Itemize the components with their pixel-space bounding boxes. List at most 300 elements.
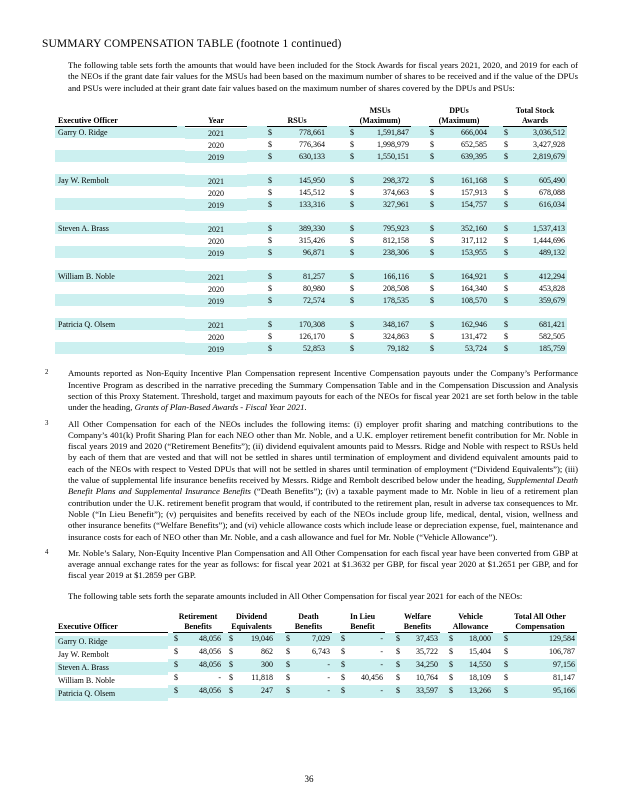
currency-cell: $ [503, 318, 515, 330]
value-cell: - [352, 659, 385, 672]
spacer-cell [493, 672, 503, 685]
value-cell: - [297, 685, 332, 698]
spacer-cell [177, 222, 185, 234]
value-cell: 80,980 [303, 283, 325, 293]
spacer-cell [411, 318, 429, 330]
spacer-cell [327, 198, 349, 210]
column-header-in-lieu-benefit: Benefit [340, 622, 385, 633]
year-cell: 2020 [208, 284, 224, 294]
currency-cell: $ [448, 633, 460, 646]
value-cell: 238,306 [361, 246, 411, 258]
group-spacer-row [55, 162, 567, 174]
value-cell: 3,427,928 [533, 139, 566, 149]
spacer-cell [385, 672, 395, 685]
spacer-cell [440, 633, 448, 646]
spacer-cell [327, 342, 349, 354]
value-cell: 208,508 [383, 283, 410, 293]
spacer-cell [327, 330, 349, 342]
spacer-cell [489, 174, 503, 186]
column-header-totalallother-top: Total All Other [514, 612, 566, 622]
value-cell: 185,759 [515, 342, 567, 354]
value-cell: 48,056 [185, 633, 223, 646]
spacer-cell [385, 646, 395, 659]
year-cell: 2020 [208, 188, 224, 198]
value-cell: 412,294 [515, 270, 567, 282]
currency-cell: $ [503, 342, 515, 354]
value-cell: 48,056 [185, 659, 223, 672]
currency-cell: $ [430, 235, 435, 245]
currency-cell: $ [268, 139, 272, 149]
value-cell: 108,570 [441, 294, 489, 306]
currency-cell: $ [504, 647, 509, 657]
currency-cell: $ [267, 246, 279, 258]
currency-cell: $ [349, 198, 361, 210]
officer-cell: Jay W. Rembolt [55, 174, 177, 186]
value-cell: 317,112 [461, 235, 488, 245]
spacer-cell [327, 126, 349, 138]
spacer-cell [411, 186, 429, 198]
spacer-cell [247, 294, 267, 306]
table-row [55, 198, 567, 210]
value-cell: 630,133 [279, 150, 327, 162]
column-header-msus: (Maximum) [349, 116, 411, 127]
spacer-cell [489, 270, 503, 282]
column-header-year: Year [185, 116, 247, 127]
currency-cell: $ [349, 150, 361, 162]
value-cell: 778,661 [279, 126, 327, 138]
spacer-cell [327, 138, 349, 150]
spacer-cell [411, 174, 429, 186]
spacer-cell [489, 330, 503, 342]
officer-cell [55, 198, 177, 210]
officer-cell [55, 294, 177, 306]
value-cell: 145,512 [299, 187, 325, 197]
currency-cell: $ [429, 150, 441, 162]
currency-cell: $ [267, 318, 279, 330]
currency-cell: $ [286, 673, 290, 683]
spacer-cell [411, 198, 429, 210]
footnote-segment: . [304, 402, 307, 413]
spacer-cell [177, 342, 185, 354]
officer-cell [55, 246, 177, 258]
spacer-cell [327, 318, 349, 330]
currency-cell: $ [429, 246, 441, 258]
footnote-text [68, 548, 578, 582]
value-cell: 52,853 [279, 342, 327, 354]
officer-cell: Patricia Q. Olsem [55, 318, 177, 330]
spacer-cell [440, 646, 448, 659]
spacer-cell [411, 138, 429, 150]
currency-cell: $ [174, 673, 178, 683]
currency-cell: $ [503, 198, 515, 210]
spacer-cell [332, 659, 340, 672]
currency-cell: $ [504, 139, 509, 149]
column-header-death-benefits: Benefits [285, 622, 332, 633]
footnote-number: 2 [45, 369, 49, 377]
value-cell: 1,998,979 [377, 139, 410, 149]
value-cell: 247 [240, 685, 275, 698]
spacer-cell [493, 685, 503, 698]
currency-cell: $ [449, 647, 454, 657]
spacer-cell [247, 342, 267, 354]
value-cell: 776,364 [299, 139, 325, 149]
footnote-segment: All Other Compensation for each of the NEOs includes the following items: (i) employer profit sharing and matching contributions to the Company’s 401(k) Profit Sharing Plan for each NEO other than Mr. Noble, and a U.K. employer retirement benefit contribution for Mr. Noble in fiscal years 2019 and 2020 (“Retirement Benefits”); (ii) dividend equivalent amounts paid to Messrs. Ridge and Noble with respect to RSUs held by each of them that are vested and that will not be settled in shares until termination of employment and dividend equivalent amounts paid to each of the NEOs with respect to Vested DPUs that will not be settled in shares until termination of employment (“Dividend Equivalents”); (iii) the value of supplemental life insurance benefits received by Messrs. Ridge and Rembolt described below under the heading, [68, 418, 578, 486]
column-header-msus-top: MSUs [369, 105, 391, 115]
value-cell: 48,056 [185, 685, 223, 698]
currency-cell: $ [267, 294, 279, 306]
currency-cell: $ [267, 150, 279, 162]
currency-cell: $ [396, 647, 401, 657]
footnote-text [68, 368, 578, 413]
value-cell: 489,132 [515, 246, 567, 258]
currency-cell: $ [268, 283, 272, 293]
spacer-cell [247, 330, 267, 342]
spacer-cell [327, 174, 349, 186]
spacer-cell [177, 330, 185, 342]
value-cell: - [352, 685, 385, 698]
officer-cell: Patricia Q. Olsem [55, 688, 168, 701]
column-header-rsus: RSUs [267, 116, 327, 127]
footnote-text [68, 419, 578, 543]
value-cell: 678,088 [539, 187, 566, 197]
currency-cell: $ [173, 633, 185, 646]
spacer-cell [327, 270, 349, 282]
currency-cell: $ [395, 685, 407, 698]
currency-cell: $ [503, 150, 515, 162]
currency-cell: $ [395, 633, 407, 646]
currency-cell: $ [503, 633, 515, 646]
value-cell: 1,550,151 [361, 150, 411, 162]
value-cell: 72,574 [279, 294, 327, 306]
column-header-total-all-other-compensation: Compensation [503, 622, 577, 633]
officer-cell: Garry O. Ridge [55, 126, 177, 138]
currency-cell: $ [340, 659, 352, 672]
column-header-retirement-top: Retirement [178, 612, 218, 622]
year-cell: 2021 [185, 127, 247, 139]
table-row [55, 294, 567, 306]
spacer-cell [440, 685, 448, 698]
value-cell: 153,955 [441, 246, 489, 258]
currency-cell: $ [503, 126, 515, 138]
spacer-cell [489, 198, 503, 210]
currency-cell: $ [504, 283, 509, 293]
value-cell: 14,550 [460, 659, 493, 672]
spacer-cell [55, 306, 567, 318]
currency-cell: $ [174, 647, 178, 657]
spacer-cell [247, 138, 267, 150]
currency-cell: $ [504, 187, 509, 197]
value-cell: 2,819,679 [515, 150, 567, 162]
spacer-cell [489, 282, 503, 294]
intro-paragraph-1: The following table sets forth the amounts that would have been included for the Stock Awards for fiscal years 2021, 2020, and 2019 for each of the NEOs if the grant date fair values for the MSUs had been based on the maximum number of shares to be received and if the value of the DPUs and PSUs were included at their grant date fair values based on the maximum number of shares covered by the DPUs and PSUs: [68, 60, 578, 93]
currency-cell: $ [503, 174, 515, 186]
currency-cell: $ [503, 659, 515, 672]
value-cell: 327,961 [361, 198, 411, 210]
currency-cell: $ [430, 331, 435, 341]
officer-cell [55, 330, 177, 342]
table-header-row-top [55, 106, 567, 116]
spacer-cell [489, 318, 503, 330]
value-cell: 53,724 [441, 342, 489, 354]
spacer-cell [177, 282, 185, 294]
column-header-executive-officer: Executive Officer [55, 622, 168, 633]
spacer-cell [247, 282, 267, 294]
value-cell: 178,535 [361, 294, 411, 306]
year-cell: 2019 [185, 247, 247, 259]
table-row [55, 282, 567, 294]
value-cell: 162,946 [441, 318, 489, 330]
value-cell: - [297, 659, 332, 672]
value-cell: 15,404 [469, 647, 492, 657]
year-cell: 2020 [208, 332, 224, 342]
spacer-cell [411, 234, 429, 246]
table-row [55, 234, 567, 246]
spacer-cell [493, 646, 503, 659]
spacer-cell [411, 270, 429, 282]
stock-awards-table-body [55, 126, 567, 354]
currency-cell: $ [267, 342, 279, 354]
column-header-death-top: Death [298, 612, 319, 622]
value-cell: 18,109 [469, 673, 492, 683]
value-cell: 681,421 [515, 318, 567, 330]
spacer-cell [275, 633, 285, 646]
spacer-cell [327, 282, 349, 294]
spacer-cell [493, 659, 503, 672]
table-row [55, 633, 577, 646]
value-cell: 19,046 [240, 633, 275, 646]
value-cell: 106,787 [549, 647, 576, 657]
spacer-cell [332, 672, 340, 685]
currency-cell: $ [268, 235, 272, 245]
officer-cell [55, 234, 177, 246]
value-cell: - [352, 633, 385, 646]
spacer-cell [275, 685, 285, 698]
spacer-cell [332, 633, 340, 646]
officer-cell [55, 150, 177, 162]
value-cell: 7,029 [297, 633, 332, 646]
column-header-total-stock-awards: Awards [503, 116, 567, 127]
value-cell: 3,036,512 [515, 126, 567, 138]
value-cell: 164,921 [441, 270, 489, 282]
year-cell: 2021 [185, 175, 247, 187]
currency-cell: $ [268, 187, 272, 197]
all-other-table-body [55, 633, 577, 698]
spacer-cell [385, 685, 395, 698]
currency-cell: $ [430, 139, 435, 149]
spacer-cell [327, 222, 349, 234]
value-cell: 315,426 [299, 235, 325, 245]
table-row [55, 186, 567, 198]
spacer-cell [411, 222, 429, 234]
value-cell: 48,056 [199, 647, 221, 657]
column-header-retirement-benefits: Benefits [173, 622, 223, 633]
column-header-dividend-equivalents: Equivalents [228, 622, 275, 633]
table-row [55, 270, 567, 282]
footnote-segment: (“Death Benefits”); (iv) a taxable payment made to Mr. Noble in lieu of a retirement plan contribution under the U.K. retirement benefit program that would, if contributed to the retirement plan, result in adverse tax consequences to Mr. Noble (“In Lieu Benefit”); (v) perquisites and benefits received by each of the NEOs include group life, medical, dental, vision, wellness and other insurance benefits (“Welfare Benefits”); and (vi) vehicle allowance costs which include lease or depreciation expense, fuel, maintenance and insurance costs for each of NEO other than Mr. Noble, and a cash allowance and fuel for Mr. Noble (“Vehicle Allowance”). [68, 486, 578, 542]
intro-paragraph-2: The following table sets forth the separate amounts included in All Other Compensation for fiscal year 2021 for each of the NEOs: [68, 590, 523, 601]
column-header-vehicle-top: Vehicle [458, 612, 483, 622]
column-header-welfare-benefits: Benefits [395, 622, 440, 633]
value-cell: 131,472 [461, 331, 488, 341]
currency-cell: $ [350, 187, 354, 197]
group-spacer-row [55, 258, 567, 270]
spacer-cell [489, 234, 503, 246]
page-title: SUMMARY COMPENSATION TABLE (footnote 1 continued) [42, 38, 342, 50]
value-cell: 616,034 [515, 198, 567, 210]
currency-cell: $ [349, 318, 361, 330]
value-cell: 157,913 [461, 187, 488, 197]
value-cell: 126,170 [299, 331, 325, 341]
currency-cell: $ [267, 174, 279, 186]
spacer-cell [177, 150, 185, 162]
spacer-cell [489, 186, 503, 198]
footnote-3 [42, 419, 578, 543]
value-cell: 18,000 [460, 633, 493, 646]
spacer-cell [411, 150, 429, 162]
footnote-4 [42, 548, 578, 582]
value-cell: 605,490 [515, 174, 567, 186]
currency-cell: $ [503, 294, 515, 306]
currency-cell: $ [429, 318, 441, 330]
value-cell: 812,158 [383, 235, 410, 245]
value-cell: 352,160 [441, 222, 489, 234]
currency-cell: $ [285, 633, 297, 646]
spacer-cell [440, 672, 448, 685]
currency-cell: $ [341, 647, 346, 657]
currency-cell: $ [268, 331, 272, 341]
spacer-cell [247, 186, 267, 198]
column-header-welfare-top: Welfare [404, 612, 431, 622]
group-spacer-row [55, 306, 567, 318]
year-cell: 2021 [185, 223, 247, 235]
value-cell: 40,456 [361, 673, 384, 683]
spacer-cell [489, 126, 503, 138]
currency-cell: $ [430, 283, 435, 293]
value-cell: 1,591,847 [361, 126, 411, 138]
spacer-cell [327, 186, 349, 198]
year-cell: 2019 [185, 199, 247, 211]
spacer-cell [332, 685, 340, 698]
currency-cell: $ [396, 673, 401, 683]
currency-cell: $ [349, 342, 361, 354]
table-row [55, 138, 567, 150]
currency-cell: $ [503, 270, 515, 282]
currency-cell: $ [267, 270, 279, 282]
currency-cell: $ [349, 294, 361, 306]
spacer-cell [247, 126, 267, 138]
officer-cell [55, 186, 177, 198]
footnote-number: 3 [45, 419, 49, 427]
table-row [55, 126, 567, 138]
table-row [55, 318, 567, 330]
value-cell: 348,167 [361, 318, 411, 330]
value-cell: - [218, 673, 221, 683]
value-cell: 79,182 [361, 342, 411, 354]
spacer-cell [493, 633, 503, 646]
value-cell: 582,505 [539, 331, 566, 341]
currency-cell: $ [340, 633, 352, 646]
spacer-cell [489, 294, 503, 306]
currency-cell: $ [430, 187, 435, 197]
column-header-rsus-top [267, 106, 327, 116]
year-cell: 2019 [185, 295, 247, 307]
currency-cell: $ [350, 235, 354, 245]
currency-cell: $ [228, 659, 240, 672]
currency-cell: $ [429, 294, 441, 306]
table-row [55, 222, 567, 234]
footnote-segment-italic: Supplemental Death Benefit Plans and Supplemental Insurance Benefits [68, 475, 578, 497]
currency-cell: $ [449, 673, 454, 683]
value-cell: 10,764 [416, 673, 439, 683]
officer-cell: Jay W. Rembolt [58, 650, 109, 660]
value-cell: 1,537,413 [515, 222, 567, 234]
currency-cell: $ [503, 222, 515, 234]
spacer-cell [55, 210, 567, 222]
value-cell: 666,004 [441, 126, 489, 138]
year-cell: 2020 [208, 236, 224, 246]
spacer-cell [247, 198, 267, 210]
currency-cell: $ [350, 283, 354, 293]
currency-cell: $ [429, 342, 441, 354]
page-number: 36 [304, 774, 314, 784]
value-cell: 374,663 [383, 187, 410, 197]
value-cell: 37,453 [407, 633, 440, 646]
currency-cell: $ [349, 246, 361, 258]
table-row [55, 150, 567, 162]
spacer-cell [177, 270, 185, 282]
spacer-cell [489, 342, 503, 354]
value-cell: 1,444,696 [533, 235, 566, 245]
officer-cell: Garry O. Ridge [55, 636, 168, 649]
spacer-cell [489, 222, 503, 234]
value-cell: 81,147 [553, 673, 576, 683]
currency-cell: $ [503, 246, 515, 258]
currency-cell: $ [267, 198, 279, 210]
currency-cell: $ [429, 174, 441, 186]
table-row [55, 174, 567, 186]
currency-cell: $ [504, 331, 509, 341]
all-other-compensation-table [55, 612, 577, 698]
spacer-cell [489, 138, 503, 150]
spacer-cell [247, 270, 267, 282]
column-header-vehicle-allowance: Allowance [448, 622, 493, 633]
value-cell: 639,395 [441, 150, 489, 162]
currency-cell: $ [504, 235, 509, 245]
year-cell: 2019 [185, 343, 247, 355]
currency-cell: $ [341, 673, 346, 683]
spacer-cell [275, 659, 285, 672]
column-header-executive-officer: Executive Officer [55, 116, 177, 127]
year-cell: 2019 [185, 151, 247, 163]
currency-cell: $ [504, 673, 509, 683]
spacer-cell [275, 672, 285, 685]
currency-cell: $ [173, 685, 185, 698]
table-row [55, 246, 567, 258]
column-header-dividend-top: Dividend [235, 612, 268, 622]
currency-cell: $ [340, 685, 352, 698]
spacer-cell [440, 659, 448, 672]
spacer-cell [489, 246, 503, 258]
spacer-cell [411, 342, 429, 354]
value-cell: 13,266 [460, 685, 493, 698]
spacer-cell [385, 659, 395, 672]
spacer-cell [55, 162, 567, 174]
value-cell: 300 [240, 659, 275, 672]
spacer-cell [177, 294, 185, 306]
currency-cell: $ [286, 647, 290, 657]
column-header-dpus: (Maximum) [429, 116, 489, 127]
spacer-cell [385, 633, 395, 646]
